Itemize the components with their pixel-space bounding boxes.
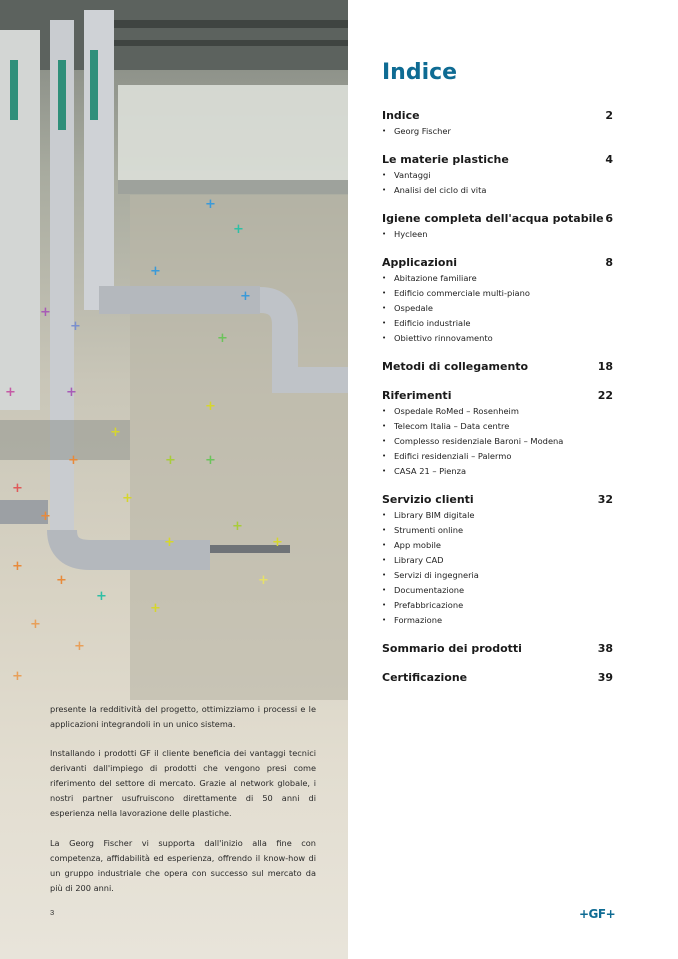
- toc-subitem-list: [382, 168, 613, 198]
- toc-section-page: 32: [597, 493, 613, 506]
- toc-section-heading[interactable]: [382, 670, 613, 686]
- toc-subitem[interactable]: • Georg Fischer: [382, 124, 613, 139]
- toc-subitem-list: [382, 227, 613, 242]
- toc-subitem[interactable]: • Ospedale: [382, 301, 613, 316]
- toc-subitem-list: [382, 508, 613, 628]
- toc-subitem[interactable]: • CASA 21 – Pienza: [382, 464, 613, 479]
- toc-section-page: 22: [597, 389, 613, 402]
- toc-subitem[interactable]: • Obiettivo rinnovamento: [382, 331, 613, 346]
- toc-section-heading[interactable]: [382, 152, 613, 168]
- toc-subitem[interactable]: • Library BIM digitale: [382, 508, 613, 523]
- toc-subitem[interactable]: • Prefabbricazione: [382, 598, 613, 613]
- svg-text:+: +: [165, 453, 176, 468]
- toc-subitem[interactable]: • Formazione: [382, 613, 613, 628]
- body-paragraph-2: Installando i prodotti GF il cliente beneficia dei vantaggi tecnici derivanti dall'impiego di prodotti che vengono presi come riferimento del settore di mercato. Grazie al network globale, i nostri partner usufruiscono direttamente di 50 anni di esperienza nella lavorazione delle plastiche.: [50, 748, 316, 818]
- svg-text:+: +: [122, 491, 133, 506]
- body-paragraph-1: presente la redditività del progetto, ottimizziamo i processi e le applicazioni integrandoli in un unico sistema.: [50, 704, 316, 729]
- toc-subitem[interactable]: • Vantaggi: [382, 168, 613, 183]
- toc-subitem[interactable]: • Edifici residenziali – Palermo: [382, 449, 613, 464]
- toc-section: [382, 211, 613, 242]
- toc-section-page: 39: [597, 671, 613, 684]
- toc-section: [382, 670, 613, 686]
- toc-section: [382, 641, 613, 657]
- svg-text:+: +: [232, 519, 243, 534]
- toc-section: [382, 388, 613, 479]
- toc-section-heading[interactable]: [382, 211, 613, 227]
- svg-text:+: +: [164, 535, 175, 550]
- toc-section: [382, 255, 613, 346]
- toc-section-title: Certificazione: [382, 671, 468, 684]
- toc-section-title: Igiene completa dell'acqua potabile: [382, 212, 604, 225]
- toc-section-heading[interactable]: [382, 108, 613, 124]
- toc-section-page: 18: [597, 360, 613, 373]
- pipes-illustration: [0, 0, 348, 700]
- svg-text:+: +: [233, 222, 244, 237]
- svg-text:+: +: [96, 589, 107, 604]
- toc-section-page: 38: [597, 642, 613, 655]
- body-paragraph-3: La Georg Fischer vi supporta dall'inizio alla fine con competenza, affidabilità ed esperienza, offrendo il know-how di un gruppo industriale che opera con successo sul mercato da più di 200 anni.: [50, 838, 316, 893]
- toc-section-title: Metodi di collegamento: [382, 360, 529, 373]
- toc-subitem[interactable]: • Complesso residenziale Baroni – Modena: [382, 434, 613, 449]
- toc-subitem[interactable]: • Strumenti online: [382, 523, 613, 538]
- index-title: Indice: [382, 60, 458, 85]
- toc-subitem[interactable]: • Telecom Italia – Data centre: [382, 419, 613, 434]
- svg-text:+: +: [12, 559, 23, 574]
- toc-subitem[interactable]: • Library CAD: [382, 553, 613, 568]
- svg-text:+: +: [150, 601, 161, 616]
- svg-text:+: +: [12, 669, 23, 684]
- toc-section-heading[interactable]: [382, 359, 613, 375]
- toc-subitem[interactable]: • Abitazione familiare: [382, 271, 613, 286]
- toc-subitem[interactable]: • Servizi di ingegneria: [382, 568, 613, 583]
- svg-text:+: +: [150, 264, 161, 279]
- svg-text:+: +: [56, 573, 67, 588]
- toc-section-title: Servizio clienti: [382, 493, 474, 506]
- toc-subitem-list: [382, 124, 613, 139]
- svg-text:+: +: [205, 197, 216, 212]
- toc-section-page: 2: [605, 109, 613, 122]
- toc-section-title: Riferimenti: [382, 389, 452, 402]
- toc-section-heading[interactable]: [382, 641, 613, 657]
- svg-text:+: +: [70, 319, 81, 334]
- toc-subitem[interactable]: • App mobile: [382, 538, 613, 553]
- toc-section-title: Applicazioni: [382, 256, 458, 269]
- svg-text:+: +: [240, 289, 251, 304]
- toc-section-heading[interactable]: [382, 492, 613, 508]
- svg-text:+: +: [66, 385, 77, 400]
- toc-subitem[interactable]: • Edificio commerciale multi-piano: [382, 286, 613, 301]
- toc-subitem[interactable]: • Ospedale RoMed – Rosenheim: [382, 404, 613, 419]
- toc-section-title: Le materie plastiche: [382, 153, 509, 166]
- toc-section-page: 8: [605, 256, 613, 269]
- toc-section: [382, 359, 613, 375]
- svg-text:+: +: [217, 331, 228, 346]
- toc-section: [382, 152, 613, 198]
- svg-text:+: +: [205, 453, 216, 468]
- toc-subitem[interactable]: • Edificio industriale: [382, 316, 613, 331]
- toc-section: [382, 108, 613, 139]
- svg-text:+: +: [12, 481, 23, 496]
- toc-subitem[interactable]: • Analisi del ciclo di vita: [382, 183, 613, 198]
- svg-text:+: +: [5, 385, 16, 400]
- toc-section-title: Indice: [382, 109, 420, 122]
- toc-section-heading[interactable]: [382, 388, 613, 404]
- toc-subitem[interactable]: • Hycleen: [382, 227, 613, 242]
- toc-section-heading[interactable]: [382, 255, 613, 271]
- toc-subitem[interactable]: • Documentazione: [382, 583, 613, 598]
- svg-text:+: +: [110, 425, 121, 440]
- toc-section-title: Sommario dei prodotti: [382, 642, 522, 655]
- table-of-contents: [382, 108, 613, 699]
- svg-text:+: +: [40, 509, 51, 524]
- toc-subitem-list: [382, 271, 613, 346]
- svg-text:+: +: [68, 453, 79, 468]
- svg-text:+: +: [205, 399, 216, 414]
- toc-subitem-list: [382, 404, 613, 479]
- toc-section: [382, 492, 613, 628]
- gf-logo: +GF+: [579, 907, 616, 921]
- toc-section-page: 4: [605, 153, 613, 166]
- svg-text:+: +: [258, 573, 269, 588]
- toc-section-page: 6: [605, 212, 613, 225]
- svg-text:+: +: [74, 639, 85, 654]
- svg-text:+: +: [40, 305, 51, 320]
- svg-text:+: +: [272, 535, 283, 550]
- index-panel: [348, 0, 678, 959]
- svg-text:+: +: [30, 617, 41, 632]
- page-number: 3: [50, 908, 55, 917]
